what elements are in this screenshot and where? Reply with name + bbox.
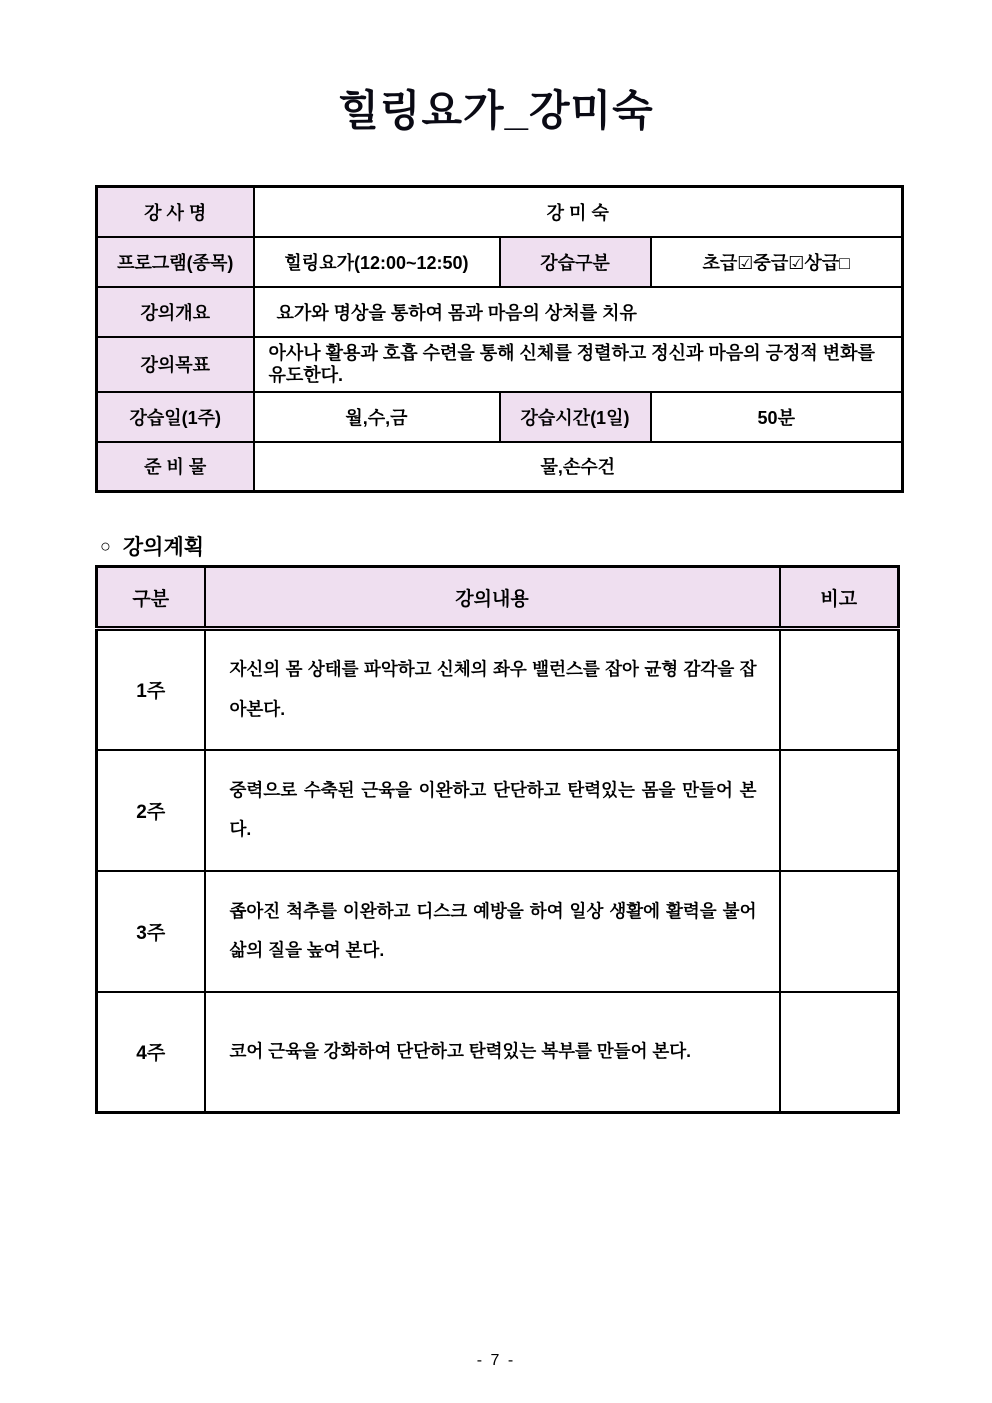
week-cell: 4주 <box>97 992 205 1113</box>
circle-bullet-icon: ○ <box>100 535 111 556</box>
course-info-table <box>95 185 904 493</box>
class-level-checkboxes: 초급☑중급☑상급□ <box>651 237 903 287</box>
plan-section-heading <box>100 531 204 561</box>
week-cell: 3주 <box>97 871 205 992</box>
week-cell: 1주 <box>97 629 205 750</box>
table-row <box>97 287 903 337</box>
table-row <box>97 992 899 1113</box>
content-cell: 코어 근육을 강화하여 단단하고 탄력있는 복부를 만들어 본다. <box>205 992 780 1113</box>
lecture-plan-table <box>95 565 900 1114</box>
note-cell <box>780 871 899 992</box>
class-days-value: 월,수,금 <box>254 392 500 442</box>
table-row <box>97 629 899 750</box>
instructor-value: 강 미 숙 <box>254 187 903 237</box>
table-row <box>97 871 899 992</box>
program-label: 프로그램(종목) <box>97 237 254 287</box>
column-header-content: 강의내용 <box>205 567 780 629</box>
goal-value: 아사나 활용과 호흡 수련을 통해 신체를 정렬하고 정신과 마음의 긍정적 변화를 유도한다. <box>254 337 903 392</box>
plan-heading-text: 강의계획 <box>122 536 205 559</box>
class-days-label: 강습일(1주) <box>97 392 254 442</box>
content-cell: 자신의 몸 상태를 파악하고 신체의 좌우 밸런스를 잡아 균형 감각을 잡아본다. <box>205 629 780 750</box>
goal-label: 강의목표 <box>97 337 254 392</box>
note-cell <box>780 750 899 871</box>
content-cell: 중력으로 수축된 근육을 이완하고 단단하고 탄력있는 몸을 만들어 본다. <box>205 750 780 871</box>
column-header-note: 비고 <box>780 567 899 629</box>
week-cell: 2주 <box>97 750 205 871</box>
table-row <box>97 392 903 442</box>
table-row <box>97 750 899 871</box>
instructor-label: 강 사 명 <box>97 187 254 237</box>
supplies-value: 물,손수건 <box>254 442 903 492</box>
table-row <box>97 337 903 392</box>
supplies-label: 준 비 물 <box>97 442 254 492</box>
column-header-week: 구분 <box>97 567 205 629</box>
class-time-value: 50분 <box>651 392 903 442</box>
content-cell: 좁아진 척추를 이완하고 디스크 예방을 하여 일상 생활에 활력을 불어 삶의 질을 높여 본다. <box>205 871 780 992</box>
table-header-row <box>97 567 899 629</box>
table-row <box>97 237 903 287</box>
note-cell <box>780 629 899 750</box>
table-row <box>97 187 903 237</box>
page-title: 힐링요가_강미숙 <box>338 87 654 134</box>
page-number: - 7 - <box>476 1352 516 1369</box>
program-value: 힐링요가(12:00~12:50) <box>254 237 500 287</box>
class-time-label: 강습시간(1일) <box>500 392 651 442</box>
class-level-label: 강습구분 <box>500 237 651 287</box>
table-row <box>97 442 903 492</box>
overview-value: 요가와 명상을 통하여 몸과 마음의 상처를 치유 <box>254 287 903 337</box>
note-cell <box>780 992 899 1113</box>
overview-label: 강의개요 <box>97 287 254 337</box>
